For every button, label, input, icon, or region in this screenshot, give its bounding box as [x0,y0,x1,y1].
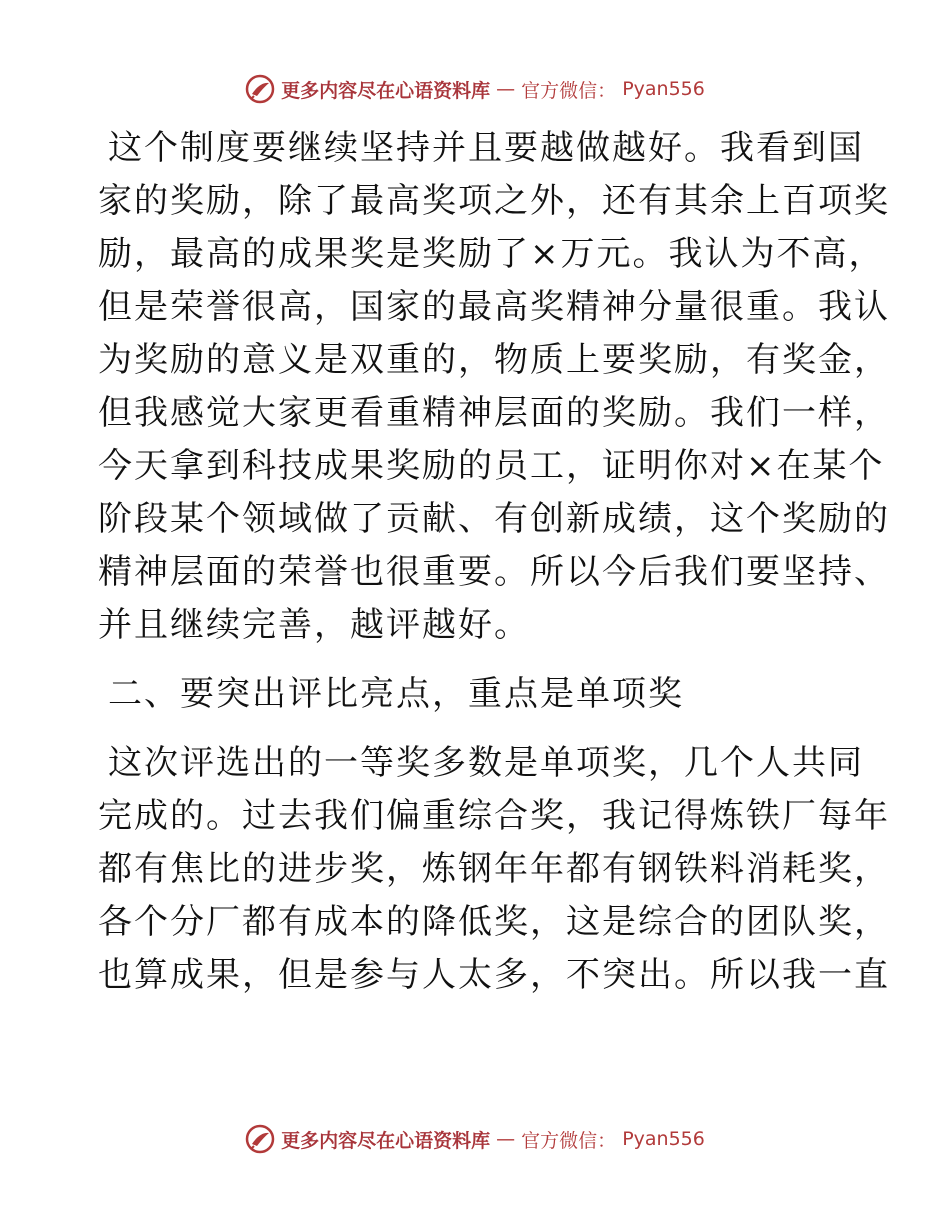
paragraph-2 [98,737,890,1002]
text-line: 今天拿到科技成果奖励的员工，证明你对×在某个 [98,446,885,486]
text-line: 但我感觉大家更看重精神层面的奖励。我们一样， [98,393,890,433]
document-body [98,122,890,1002]
watermark-separator: — [496,1128,516,1150]
text-line: 家的奖励，除了最高奖项之外，还有其余上百项奖 [98,181,890,221]
text-line: 精神层面的荣誉也很重要。所以今后我们要坚持、 [98,552,890,592]
watermark-contact-id: Pyan556 [622,1128,705,1150]
text-line: 阶段某个领域做了贡献、有创新成绩，这个奖励的 [98,499,890,539]
watermark-separator: — [496,78,516,100]
header-watermark [0,74,950,104]
book-quill-logo-icon [245,1124,275,1154]
text-line: 并且继续完善，越评越好。 [98,605,530,645]
text-line: 也算成果，但是参与人太多，不突出。所以我一直 [98,955,890,995]
watermark-text: 更多内容尽在心语资料库 [281,1129,491,1152]
text-line: 各个分厂都有成本的降低奖，这是综合的团队奖， [98,902,890,942]
paragraph-1 [98,122,890,652]
text-line: 为奖励的意义是双重的，物质上要奖励，有奖金， [98,340,890,380]
text-line: 但是荣誉很高，国家的最高奖精神分量很重。我认 [98,287,890,327]
text-line: 励，最高的成果奖是奖励了×万元。我认为不高， [98,234,885,274]
watermark-contact-label: 官方微信： [521,79,617,102]
section-heading: 二、要突出评比亮点，重点是单项奖 [108,674,684,714]
watermark-text: 更多内容尽在心语资料库 [281,79,491,102]
footer-watermark [0,1124,950,1154]
text-line: 这次评选出的一等奖多数是单项奖，几个人共同 [108,743,864,783]
book-quill-logo-icon [245,74,275,104]
text-line: 都有焦比的进步奖，炼钢年年都有钢铁料消耗奖， [98,849,890,889]
watermark-contact-label: 官方微信： [521,1129,617,1152]
text-line: 完成的。过去我们偏重综合奖，我记得炼铁厂每年 [98,796,890,836]
text-line: 这个制度要继续坚持并且要越做越好。我看到国 [108,128,864,168]
watermark-contact-id: Pyan556 [622,78,705,100]
